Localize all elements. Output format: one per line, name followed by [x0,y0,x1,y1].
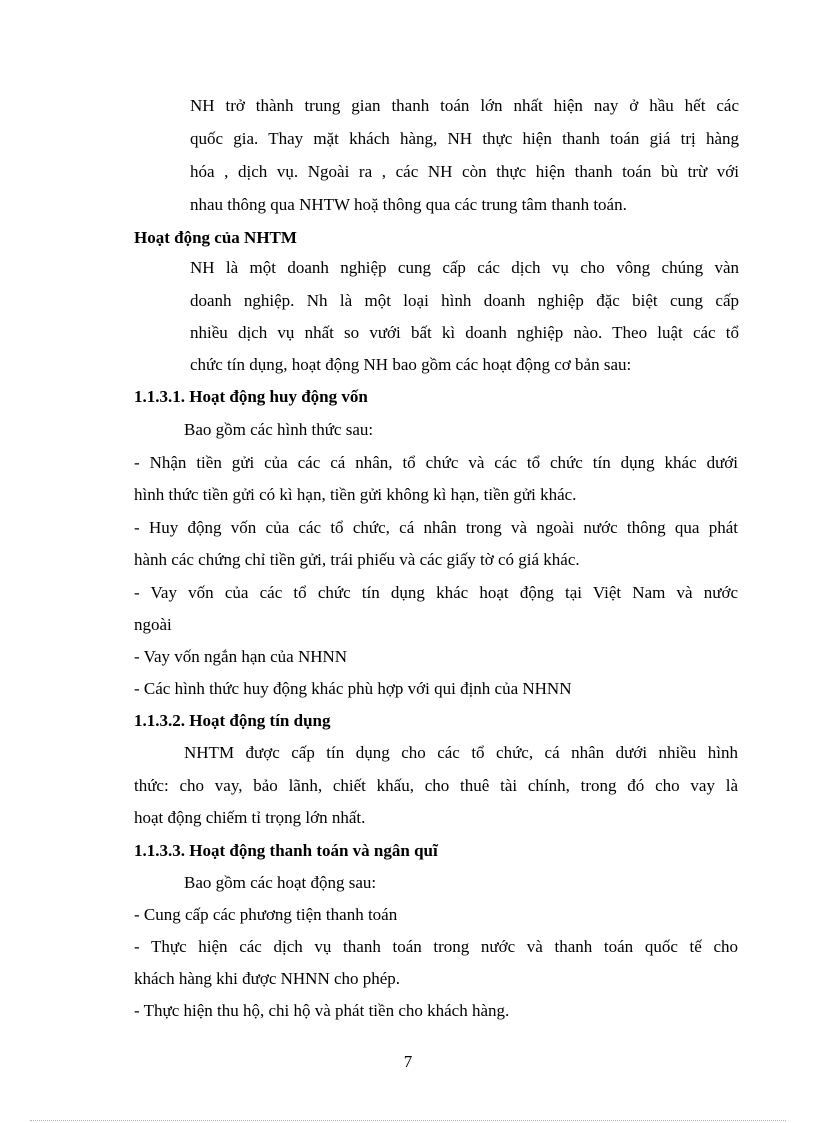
section-1-line-1: - Nhận tiền gửi của các cá nhân, tổ chức và các tổ chức tín dụng khác dưới [134,453,738,472]
section-3-line-1: - Cung cấp các phương tiện thanh toán [134,905,398,924]
section-3-line-4: - Thực hiện thu hộ, chi hộ và phát tiền cho khách hàng. [134,1001,510,1020]
paragraph-1-line-2: quốc gia. Thay mặt khách hàng, NH thực hiện thanh toán giá trị hàng [190,129,739,148]
section-1-line-4: hành các chứng chỉ tiền gửi, trái phiếu và các giấy tờ có giá khác. [134,550,580,569]
section-1-line-3: - Huy động vốn của các tổ chức, cá nhân trong và ngoài nước thông qua phát [134,518,738,537]
footer-dotted-rule [30,1120,786,1121]
page-number: 7 [403,1052,413,1071]
paragraph-1-line-1: NH trở thành trung gian thanh toán lớn nhất hiện nay ở hầu hết các [190,96,739,115]
section-1-intro: Bao gồm các hình thức sau: [184,420,374,439]
section-3-line-2: - Thực hiện các dịch vụ thanh toán trong nước và thanh toán quốc tế cho [134,937,738,956]
section-1-line-8: - Các hình thức huy động khác phù hợp với qui định của NHNN [134,679,572,698]
paragraph-2-line-2: doanh nghiệp. Nh là một loại hình doanh nghiệp đặc biệt cung cấp [190,291,739,310]
section-1-line-6: ngoài [134,615,172,634]
section-1-line-5: - Vay vốn của các tổ chức tín dụng khác hoạt động tại Việt Nam và nước [134,583,738,602]
paragraph-2-line-4: chức tín dụng, hoạt động NH bao gồm các hoạt động cơ bản sau: [190,355,632,374]
section-2-line-1: NHTM được cấp tín dụng cho các tổ chức, cá nhân dưới nhiều hình [184,743,738,762]
section-1-line-2: hình thức tiền gửi có kì hạn, tiền gửi không kì hạn, tiền gửi khác. [134,485,577,504]
section-2-heading: 1.1.3.2. Hoạt động tín dụng [134,711,331,730]
section-3-intro: Bao gồm các hoạt động sau: [184,873,377,892]
section-1-heading: 1.1.3.1. Hoạt động huy động vốn [134,387,368,406]
section-1-line-7: - Vay vốn ngắn hạn của NHNN [134,647,348,666]
paragraph-1-line-3: hóa , dịch vụ. Ngoài ra , các NH còn thực hiện thanh toán bù trừ với [190,162,739,181]
section-3-line-3: khách hàng khi được NHNN cho phép. [134,969,401,988]
heading-activities: Hoạt động của NHTM [134,228,297,247]
section-2-line-3: hoạt động chiếm tỉ trọng lớn nhất. [134,808,366,827]
section-3-heading: 1.1.3.3. Hoạt động thanh toán và ngân quĩ [134,841,438,860]
section-2-line-2: thức: cho vay, bảo lãnh, chiết khấu, cho thuê tài chính, trong đó cho vay là [134,776,738,795]
paragraph-2-line-3: nhiều dịch vụ nhất so vưới bất kì doanh nghiệp nào. Theo luật các tổ [190,323,739,342]
paragraph-1-line-4: nhau thông qua NHTW hoặ thông qua các trung tâm thanh toán. [190,195,627,214]
paragraph-2-line-1: NH là một doanh nghiệp cung cấp các dịch vụ cho vông chúng vàn [190,258,739,277]
